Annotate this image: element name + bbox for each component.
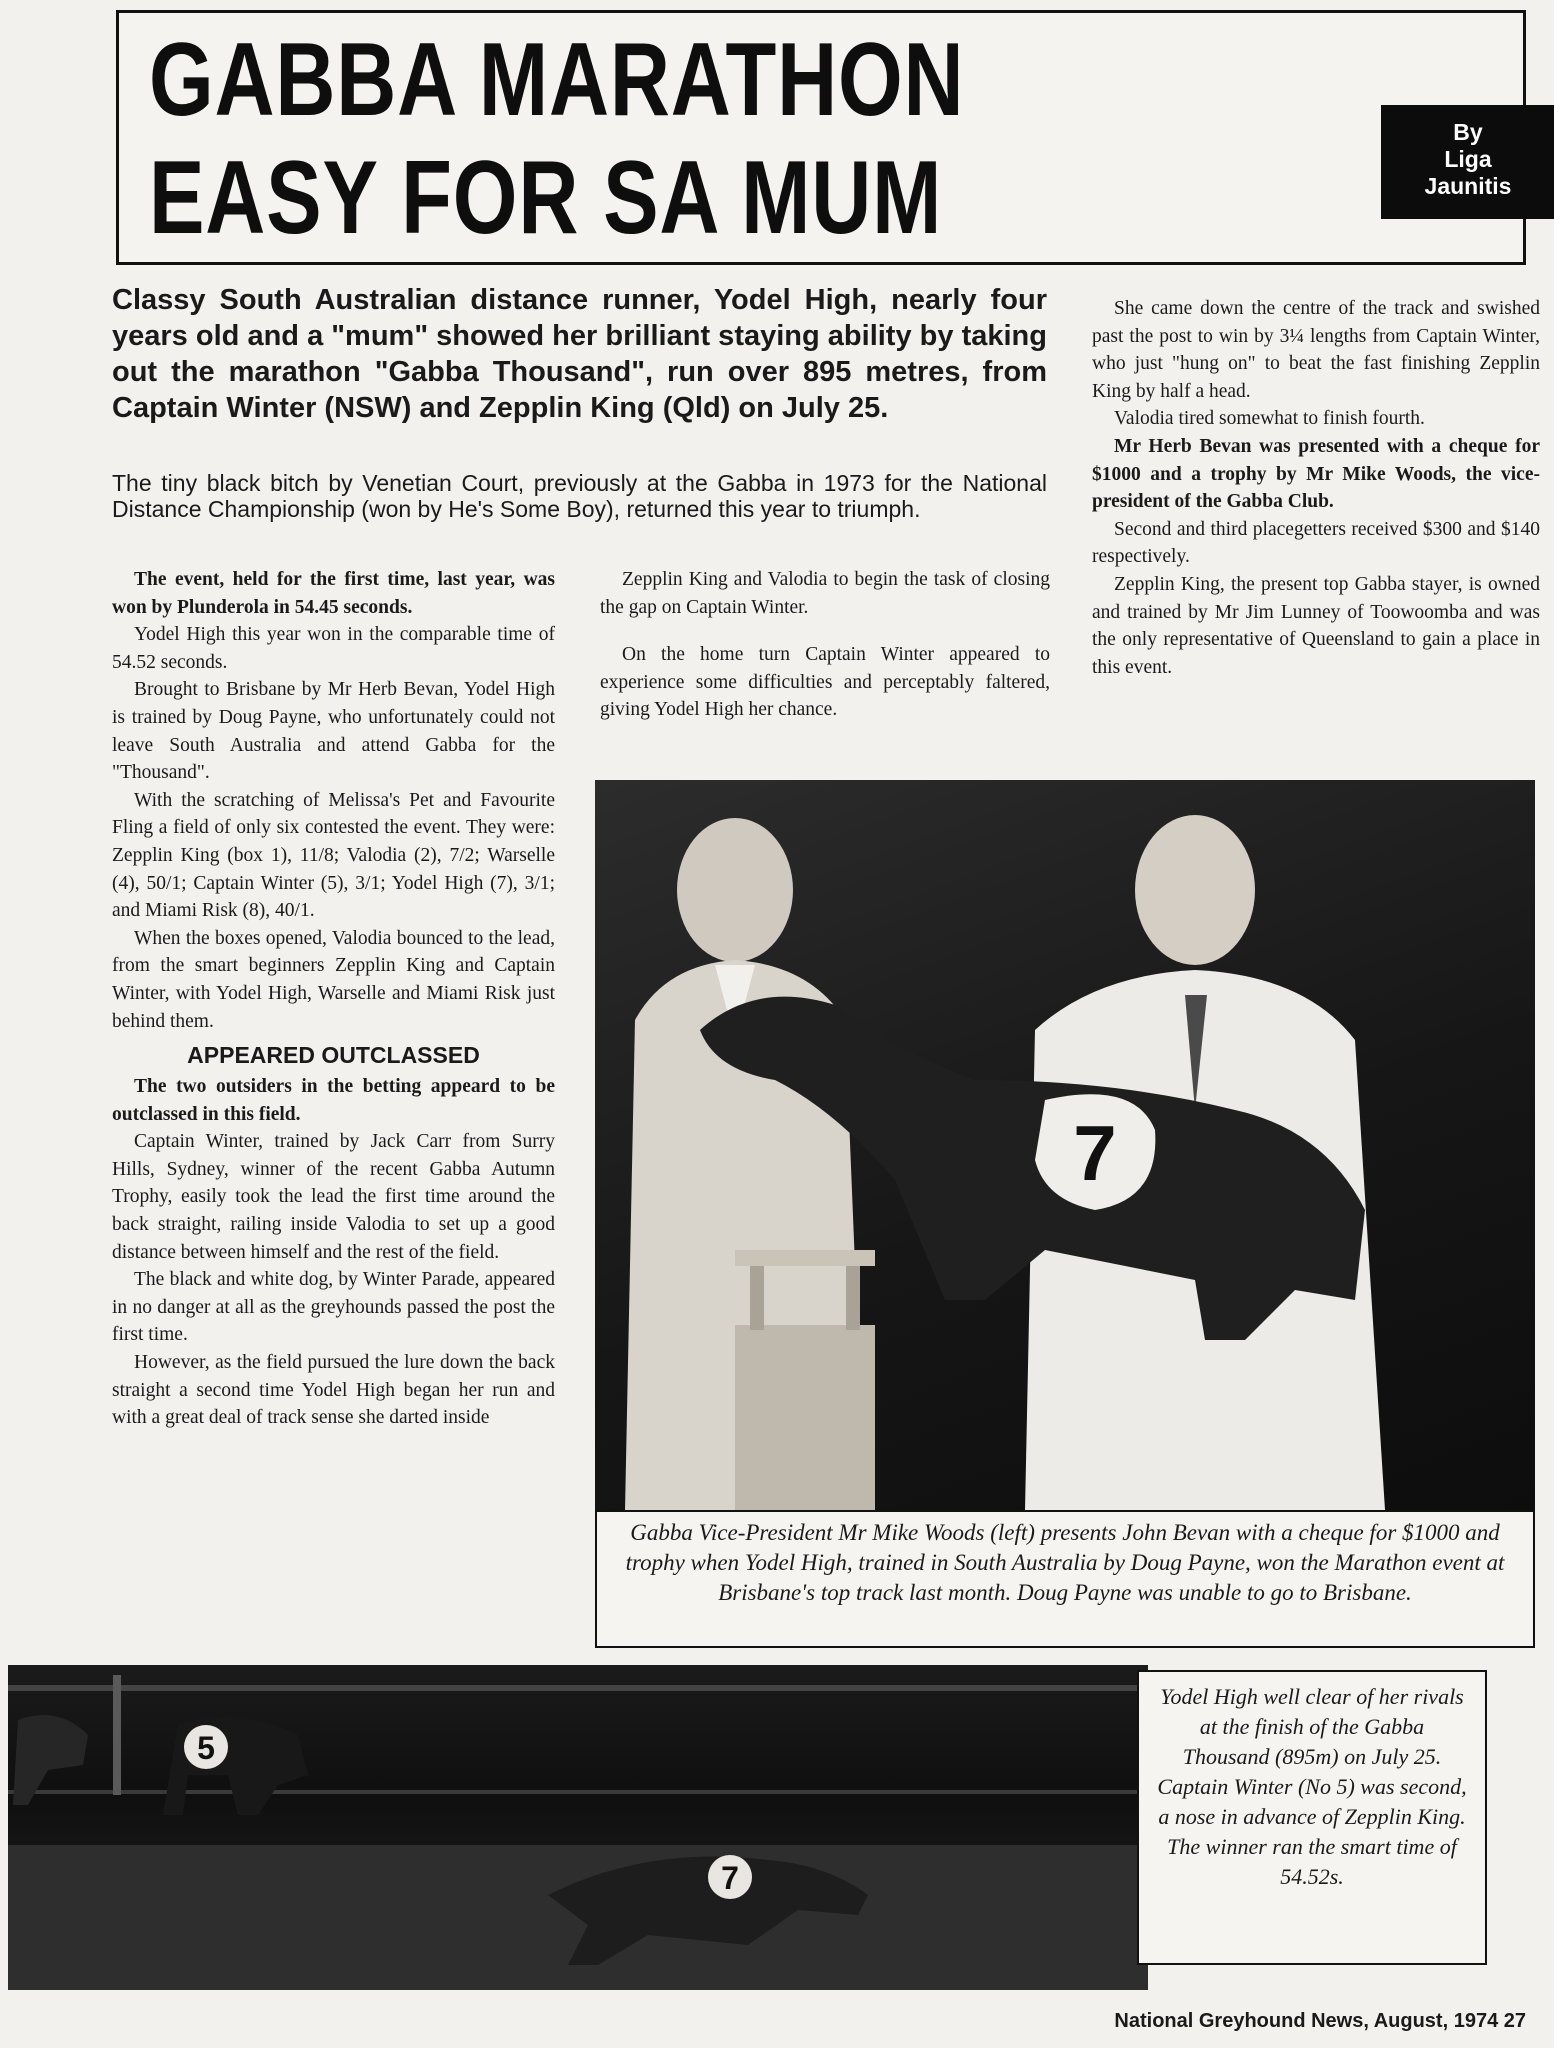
intro-paragraph: Classy South Australian distance runner, Yodel High, nearly four years old and a "mum" showed her brilliant staying ability by taking out the marathon "Gabba Thousand", run over 895 metres, from Captain Winter (NSW) and Zepplin King (Qld) on July 25. <box>112 284 1047 424</box>
column-1-paragraph: The event, held for the first time, last year, was won by Plunderola in 54.45 seconds. <box>112 569 555 618</box>
presentation-photo-illustration <box>595 780 1535 1510</box>
presentation-photo-caption: Gabba Vice-President Mr Mike Woods (left) presents John Bevan with a cheque for $1000 and trophy when Yodel High, trained in South Australia by Doug Payne, won the Marathon event at Brisbane's top track last month. Doug Payne was unable to go to Brisbane. <box>595 1510 1535 1648</box>
column-1 <box>112 566 555 1432</box>
column-2-paragraph: On the home turn Captain Winter appeared to experience some difficulties and perceptably faltered, giving Yodel High her chance. <box>600 644 1050 721</box>
headline-line-1: GABBA MARATHON <box>149 22 965 138</box>
column-3-paragraph: Zepplin King, the present top Gabba stayer, is owned and trained by Mr Jim Lunney of Toowoomba and was the only representative of Queensland to gain a place in this event. <box>1092 573 1540 678</box>
column-3 <box>1092 295 1540 681</box>
column-3-paragraph: Valodia tired somewhat to finish fourth. <box>1114 408 1425 430</box>
column-2-paragraph: Zepplin King and Valodia to begin the task of closing the gap on Captain Winter. <box>600 569 1050 618</box>
column-3-paragraph: She came down the centre of the track and swished past the post to win by 3¼ lengths from Captain Winter, who just "hung on" to beat the fast finishing Zepplin King by half a head. <box>1092 298 1540 402</box>
greyhound-5 <box>163 1717 308 1815</box>
presentation-photo <box>595 780 1535 1510</box>
column-2 <box>600 566 1050 724</box>
dog-rug-number: 7 <box>1073 1109 1117 1197</box>
column-1-paragraph: With the scratching of Melissa's Pet and Favourite Fling a field of only six contested the event. They were: Zepplin King (box 1), 11/8; Valodia (2), 7/2; Warselle (4), 50/1; Captain Winter (5), 3/1; Yodel High (7), 3/1; and Miami Risk (8), 40/1. <box>112 789 555 922</box>
page-footer: National Greyhound News, August, 1974 27 <box>1114 2010 1526 2032</box>
intro-second-paragraph: The tiny black bitch by Venetian Court, previously at the Gabba in 1973 for the National Distance Championship (won by He's Some Boy), returned this year to triumph. <box>112 470 1047 522</box>
trophy-pillar-right <box>846 1260 860 1330</box>
column-1-paragraph: Captain Winter, trained by Jack Carr from Surry Hills, Sydney, winner of the recent Gabba Autumn Trophy, easily took the lead the first time around the back straight, railing inside Valodia to set up a good distance between himself and the rest of the field. <box>112 1131 555 1263</box>
headline <box>149 21 964 257</box>
column-1-paragraph: Yodel High this year won in the comparable time of 54.52 seconds. <box>112 624 555 673</box>
right-man-head <box>1135 815 1255 965</box>
finish-photo <box>8 1665 1148 1990</box>
trophy-pillar-left <box>750 1260 764 1330</box>
subhead-appeared-outclassed: APPEARED OUTCLASSED <box>187 1042 480 1069</box>
byline-by: By <box>1453 119 1483 145</box>
dog-7-number: 7 <box>721 1860 739 1896</box>
dog-5-number: 5 <box>197 1730 215 1766</box>
headline-line-2: EASY FOR SA MUM <box>149 140 943 256</box>
finish-post <box>113 1675 121 1795</box>
finish-photo-caption: Yodel High well clear of her rivals at the finish of the Gabba Thousand (895m) on July 25. Captain Winter (No 5) was second, a nose in advance of Zepplin King. The winner ran the smart time of 54.52s. <box>1137 1670 1487 1965</box>
byline-last-name: Jaunitis <box>1424 173 1512 199</box>
column-1-paragraph: The two outsiders in the betting appeard to be outclassed in this field. <box>112 1076 555 1125</box>
column-1-paragraph: However, as the field pursued the lure down the back straight a second time Yodel High began her run and with a great deal of track sense she darted inside <box>112 1352 555 1429</box>
trophy-base <box>735 1325 875 1510</box>
finish-photo-illustration <box>8 1665 1148 1990</box>
column-1-paragraph: The black and white dog, by Winter Parade, appeared in no danger at all as the greyhounds passed the post the first time. <box>112 1269 555 1346</box>
rail-top <box>8 1685 1148 1691</box>
trophy-top <box>735 1250 875 1266</box>
byline-box <box>1381 105 1554 219</box>
column-1-paragraph: When the boxes opened, Valodia bounced to the lead, from the smart beginners Zepplin King and Captain Winter, with Yodel High, Warselle and Miami Risk just behind them. <box>112 927 555 1032</box>
column-3-paragraph: Second and third placegetters received $300 and $140 respectively. <box>1092 518 1540 568</box>
column-1-paragraph: Brought to Brisbane by Mr Herb Bevan, Yodel High is trained by Doug Payne, who unfortunately could not leave South Australia and attend Gabba for the "Thousand". <box>112 679 555 784</box>
column-3-paragraph: Mr Herb Bevan was presented with a cheque for $1000 and a trophy by Mr Mike Woods, the vice-president of the Gabba Club. <box>1092 435 1540 513</box>
left-man-head <box>677 818 793 962</box>
byline-first-name: Liga <box>1444 146 1492 172</box>
headline-box <box>116 10 1526 265</box>
